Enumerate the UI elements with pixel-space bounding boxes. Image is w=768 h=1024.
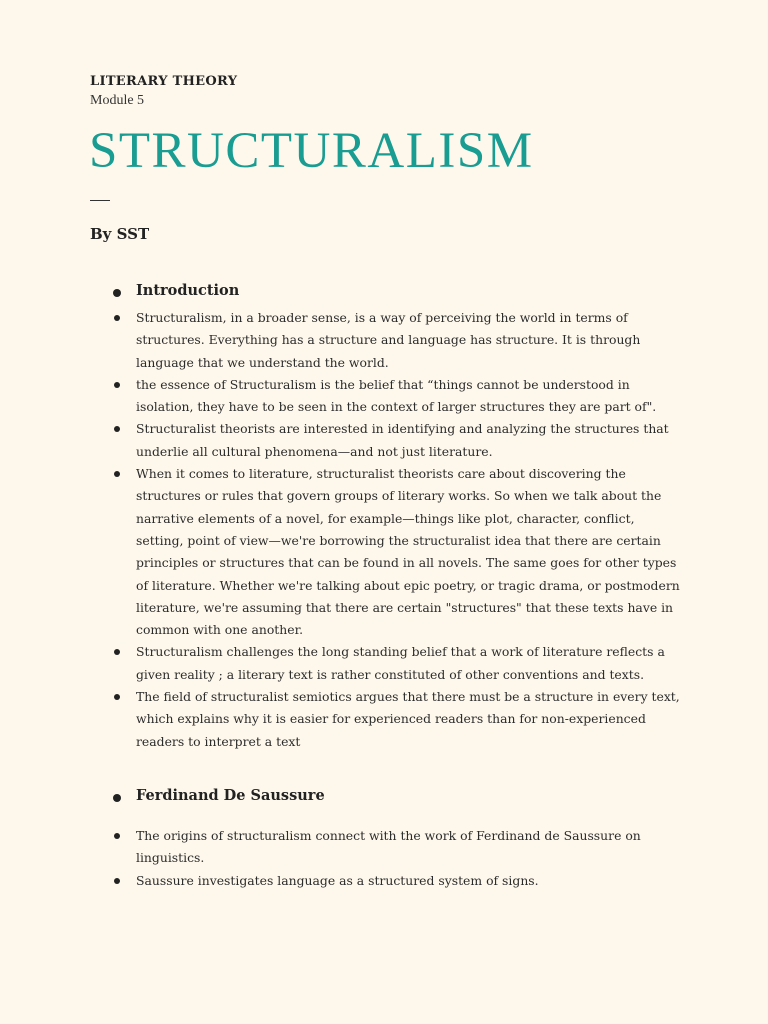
bullet-icon — [114, 694, 120, 700]
list-item-text: Structuralist theorists are interested in identifying and analyzing the structures that underlie all cultural phenomena—and not just literature. — [136, 421, 669, 459]
list-item — [0, 418, 681, 463]
page-title: STRUCTURALISM — [89, 123, 534, 179]
list-item-text: Structuralism, in a broader sense, is a way of perceiving the world in terms of structures. Everything has a structure and language has structure. It is through language that we understand the world. — [136, 310, 641, 370]
bullet-list — [0, 825, 768, 892]
bullet-list — [0, 307, 768, 753]
list-item-text: The origins of structuralism connect with the work of Ferdinand de Saussure on linguistics. — [136, 828, 641, 866]
list-item-text: The field of structuralist semiotics argues that there must be a structure in every text, which explains why it is easier for experienced readers than for non-experienced readers to interpret a text — [136, 689, 680, 749]
list-item — [0, 870, 681, 892]
section-heading: Introduction — [136, 282, 240, 299]
list-item — [0, 307, 681, 374]
list-item — [0, 463, 681, 641]
list-item — [0, 641, 681, 686]
bullet-icon — [114, 878, 120, 884]
list-item-text: Structuralism challenges the long standing belief that a work of literature reflects a given reality ; a literary text is rather constituted of other conventions and texts. — [136, 644, 665, 682]
bullet-icon — [114, 833, 120, 839]
list-item — [0, 825, 681, 870]
section-heading: Ferdinand De Saussure — [136, 787, 325, 804]
module-label: Module 5 — [90, 93, 145, 108]
bullet-icon — [114, 471, 120, 477]
course-label: LITERARY THEORY — [90, 74, 238, 89]
section-bullet-icon — [113, 794, 121, 802]
list-item-text: When it comes to literature, structuralist theorists care about discovering the structures or rules that govern groups of literary works. So when we talk about the narrative elements of a novel, for example—things like plot, character, conflict, setting, point of view—we're borrowing the structuralist idea that there are certain principles or structures that can be found in all novels. The same goes for other types of literature. Whether we're talking about epic poetry, or tragic drama, or postmodern literature, we're assuming that there are certain "structures" that these texts have in common with one another. — [136, 466, 680, 638]
bullet-icon — [114, 315, 120, 321]
list-item — [0, 686, 681, 753]
title-divider — [90, 200, 110, 201]
author-byline: By SST — [90, 225, 150, 243]
list-item-text: the essence of Structuralism is the belief that “things cannot be understood in isolation, they have to be seen in the context of larger structures they are part of". — [136, 376, 657, 415]
list-item-text: Saussure investigates language as a structured system of signs. — [136, 872, 539, 888]
section-bullet-icon — [113, 289, 121, 297]
bullet-icon — [114, 382, 120, 388]
bullet-icon — [114, 426, 120, 432]
list-item — [0, 374, 681, 419]
bullet-icon — [114, 649, 120, 655]
